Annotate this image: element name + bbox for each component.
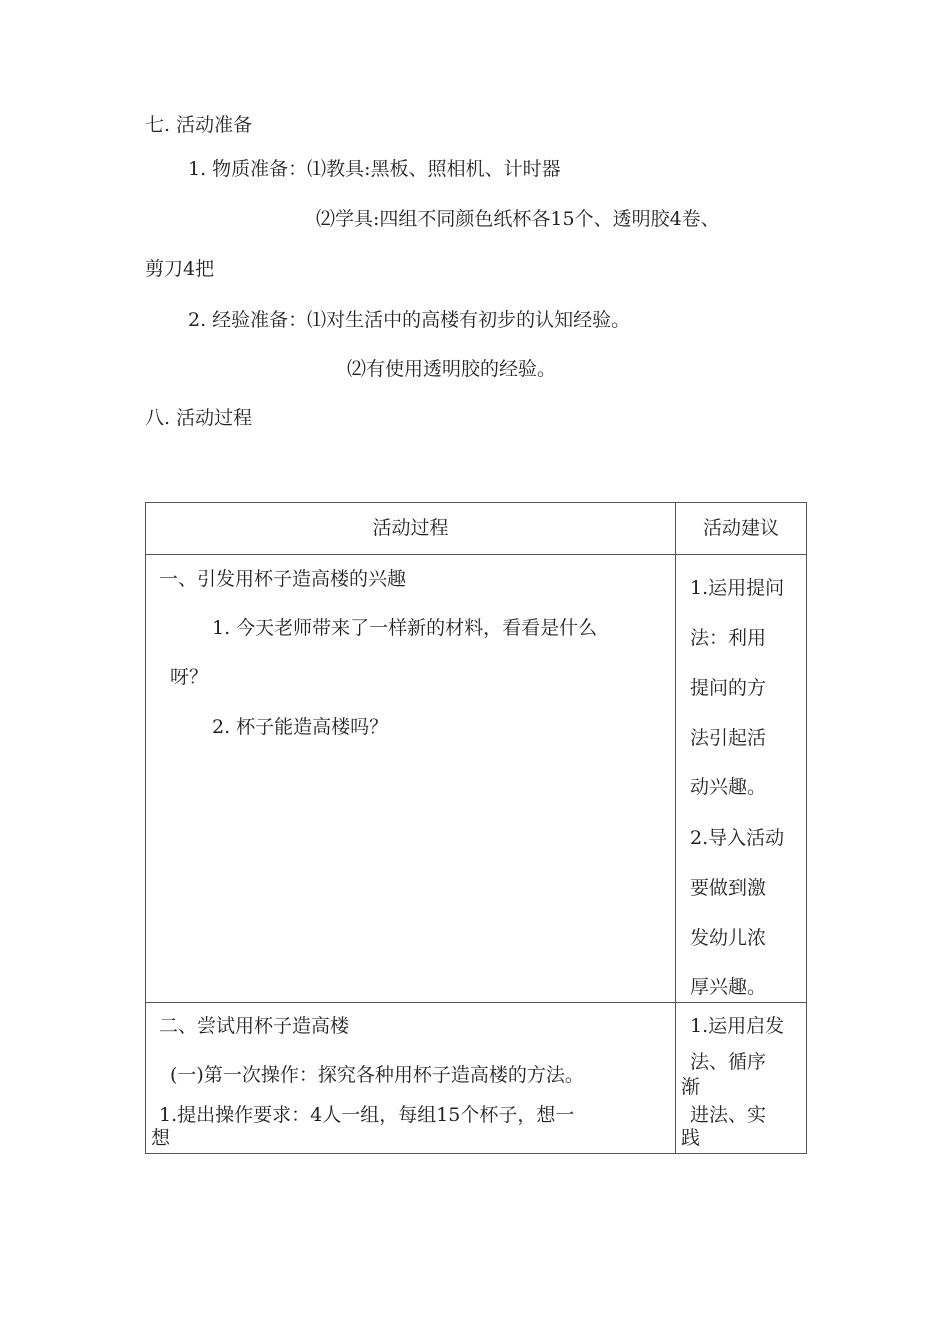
row2-process-line: 二、尝试用杯子造高楼	[159, 1015, 350, 1037]
table-row	[146, 1003, 807, 1154]
row2-advice-line: 进法、实	[690, 1104, 767, 1126]
row2-process-line: 想	[151, 1127, 171, 1149]
row1-advice-line: 发幼儿浓	[690, 927, 767, 949]
row2-process-line: (一)第一次操作：探究各种用杯子造高楼的方法。	[170, 1064, 584, 1086]
row1-advice-line: 法引起活	[690, 727, 767, 749]
row1-advice-line: 厚兴趣。	[690, 976, 767, 998]
material-prep: 1. 物质准备：⑴教具:黑板、照相机、计时器	[188, 158, 561, 180]
material-prep-2-cont: 剪刀4把	[145, 258, 215, 280]
experience-prep-2: ⑵有使用透明胶的经验。	[347, 358, 557, 380]
row2-process-line: 1.提出操作要求：4人一组，每组15个杯子，想一	[159, 1104, 575, 1126]
header-advice: 活动建议	[676, 503, 807, 555]
activity-table	[145, 502, 807, 1154]
row1-advice-line: 法：利用	[690, 627, 767, 649]
table-header-row	[146, 503, 807, 555]
section8-heading: 八. 活动过程	[145, 407, 253, 429]
row1-advice-cell	[676, 555, 807, 1003]
row1-process-cell	[146, 555, 676, 1003]
row1-process-line: 1. 今天老师带来了一样新的材料，看看是什么	[212, 617, 598, 639]
row1-advice-line: 1.运用提问	[690, 577, 785, 599]
row2-advice-line: 法、循序	[690, 1051, 767, 1073]
row1-advice-line: 动兴趣。	[690, 776, 767, 798]
row2-advice-line: 践	[681, 1127, 701, 1149]
material-prep-2: ⑵学具:四组不同颜色纸杯各15个、透明胶4卷、	[316, 208, 720, 230]
row2-advice-line: 1.运用启发	[690, 1015, 785, 1037]
row2-process-cell	[146, 1003, 676, 1154]
table-row	[146, 555, 807, 1003]
row1-process-line: 呀？	[170, 666, 209, 688]
row2-advice-cell	[676, 1003, 807, 1154]
header-process: 活动过程	[146, 503, 676, 555]
section7-heading: 七. 活动准备	[145, 114, 253, 136]
row1-process-line: 一、引发用杯子造高楼的兴趣	[159, 568, 407, 590]
row1-process-line: 2. 杯子能造高楼吗？	[212, 716, 389, 738]
row1-advice-line: 提问的方	[690, 677, 767, 699]
row2-advice-line: 渐	[681, 1076, 701, 1098]
row1-advice-line: 2.导入活动	[690, 827, 785, 849]
row1-advice-line: 要做到激	[690, 877, 767, 899]
experience-prep: 2. 经验准备：⑴对生活中的高楼有初步的认知经验。	[188, 309, 631, 331]
